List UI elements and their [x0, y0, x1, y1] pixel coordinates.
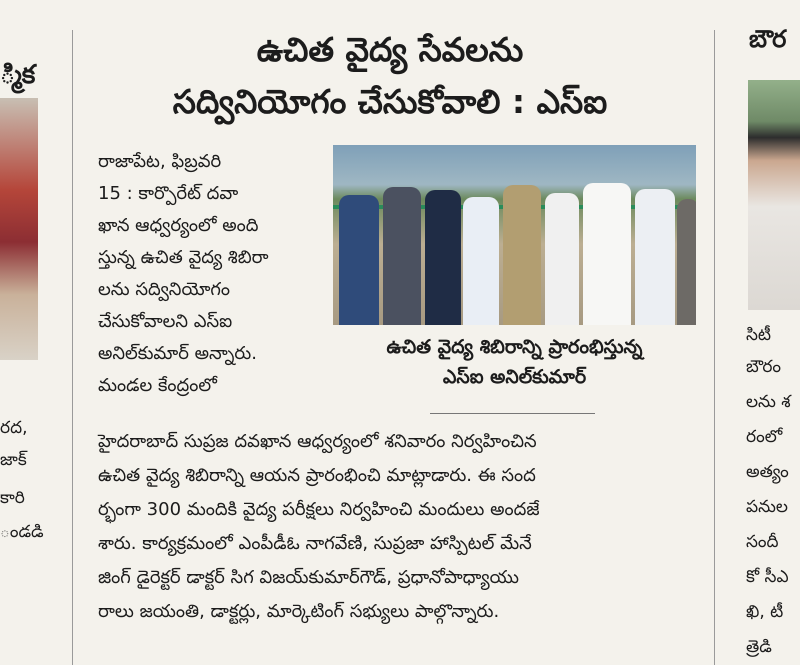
body-line: హైదరాబాద్ సుప్రజ దవఖాన ఆధ్వర్యంలో శనివారం నిర్వహించిన: [98, 431, 537, 452]
body-line: లను సద్వినియోగం: [98, 279, 230, 300]
headline-line-2: సద్వినియోగం చేసుకోవాలి : ఎస్ఐ: [172, 82, 608, 121]
photo-caption-line-2: ఎస్ఐ అనిల్‌కుమార్: [442, 366, 587, 388]
photo-person: [383, 187, 421, 325]
left-photo: [0, 98, 38, 360]
body-line: జింగ్ డైరెక్టర్ డాక్టర్ సిగ విజయ్‌కుమార్‌గౌడ్, ప్రధానోపాధ్యాయు: [98, 567, 519, 588]
left-column: [0, 0, 60, 665]
article-photo: [333, 145, 696, 325]
photo-person: [503, 185, 541, 325]
photo-person: [463, 197, 499, 325]
photo-caption-line-1: ఉచిత వైద్య శిబిరాన్ని ప్రారంభిస్తున్న: [386, 336, 643, 358]
right-text-line: బౌరం: [746, 357, 782, 377]
right-photo: [748, 80, 800, 310]
left-text-line: జాక్: [0, 450, 27, 470]
right-text-line: కో సీఎ: [746, 567, 789, 587]
right-headline-fragment: బౌర: [749, 25, 787, 53]
body-line: రాజాపేట, ఫిబ్రవరి: [98, 151, 222, 172]
right-text-line: రంలో: [746, 427, 783, 447]
right-text-line: త్రెడి: [746, 637, 772, 657]
left-headline-fragment: ్మిక: [0, 60, 36, 90]
right-column: [716, 0, 800, 665]
photo-person: [545, 193, 579, 325]
right-text-line: సందీ: [746, 532, 779, 552]
body-line: శారు. కార్యక్రమంలో ఎంపీడీఓ నాగవేణి, సుప్రజా హాస్పిటల్ మేనే: [98, 533, 532, 554]
photo-person: [425, 190, 461, 325]
body-line: ర్భంగా 300 మందికి వైద్య పరీక్షలు నిర్వహించి మందులు అందజే: [98, 499, 540, 520]
photo-person: [339, 195, 379, 325]
right-text-line: ఖి, టీ: [746, 602, 784, 622]
column-divider-right: [714, 30, 715, 665]
photo-person: [583, 183, 631, 325]
column-divider-left: [72, 30, 73, 665]
left-text-line: రద,: [0, 418, 28, 438]
right-text-line: అత్యం: [746, 462, 789, 482]
body-line: అనిల్‌కుమార్ అన్నారు.: [98, 343, 257, 364]
body-line: స్తున్న ఉచిత వైద్య శిబిరా: [98, 247, 269, 268]
left-text-line: కారి: [0, 488, 25, 508]
right-text-line: పనుల: [746, 497, 788, 517]
photo-person: [635, 189, 675, 325]
body-line: ఖాన ఆధ్వర్యంలో అంది: [98, 215, 259, 236]
caption-divider: [430, 413, 595, 414]
body-line: ఉచిత వైద్య శిబిరాన్ని ఆయన ప్రారంభించి మాట్లాడారు. ఈ సంద: [98, 465, 536, 486]
body-line: రాలు జయంతి, డాక్టర్లు, మార్కెటింగ్ సభ్యులు పాల్గొన్నారు.: [98, 601, 500, 622]
body-line: 15 : కార్పొరేట్ దవా: [98, 183, 239, 204]
body-line: మండల కేంద్రంలో: [98, 375, 217, 396]
headline-line-1: ఉచిత వైద్య సేవలను: [256, 30, 524, 69]
photo-person: [677, 199, 696, 325]
right-text-line: సిటీ: [746, 325, 772, 345]
left-text-line: ండడి: [0, 522, 44, 542]
body-line: చేసుకోవాలని ఎస్ఐ: [98, 311, 233, 332]
right-text-line: లను శ: [746, 392, 791, 412]
